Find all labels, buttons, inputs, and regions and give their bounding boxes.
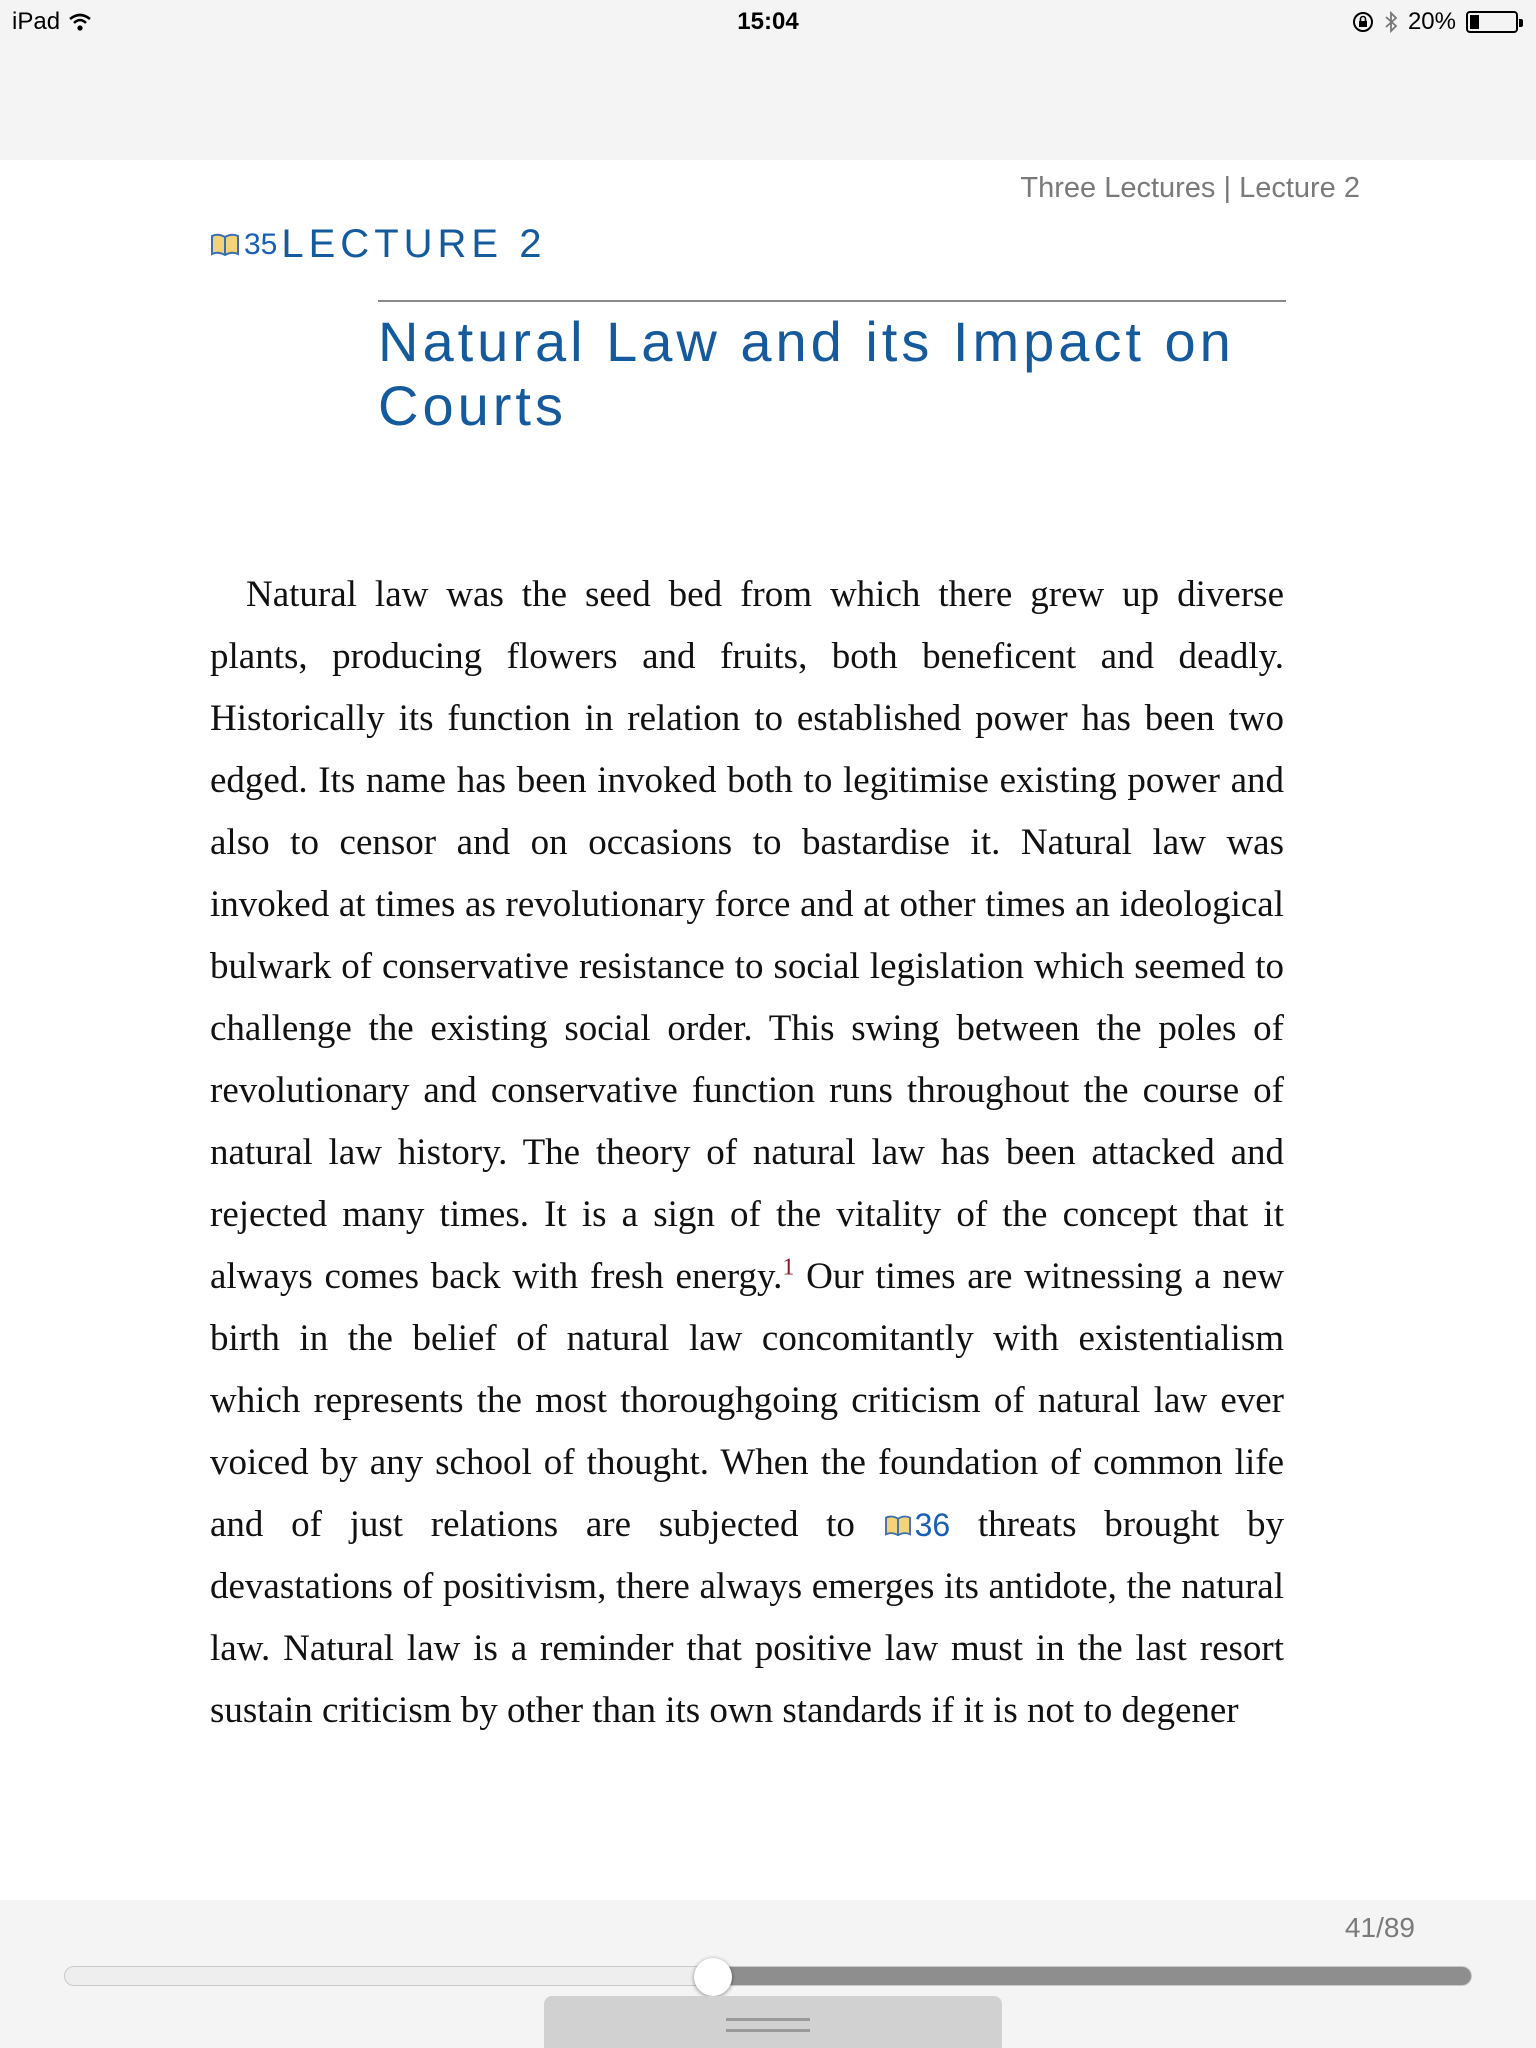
battery-percent: 20% [1407, 8, 1456, 35]
chapter-title: Natural Law and its Impact on Courts [378, 310, 1235, 437]
lecture-page-ref-link[interactable]: 35 [244, 227, 278, 261]
status-time: 15:04 [737, 8, 799, 35]
battery-icon [1466, 11, 1518, 33]
footnote-ref-link[interactable]: 1 [782, 1254, 795, 1281]
status-right [1352, 8, 1518, 36]
device-name: iPad [12, 8, 61, 35]
grabber-icon [726, 2018, 810, 2032]
book-icon [210, 232, 240, 258]
page-progress-slider[interactable] [64, 1966, 1472, 1986]
rotation-lock-icon [1352, 11, 1374, 33]
book-icon [883, 1514, 913, 1538]
battery-fill [1470, 15, 1479, 29]
progress-remaining [713, 1967, 1471, 1985]
lecture-heading [210, 222, 546, 267]
body-text-part3: threats brought by devastations of positivism, there always emerges its antidote, the natural law. Natural law is a reminder that positive law must in the last resort sustain criticism by other than its own standards if it is not to degener [210, 1504, 1284, 1731]
inline-page-ref-link[interactable] [883, 1507, 951, 1543]
body-text-part2: Our times are witnessing a new birth in the belief of natural law concomitantly with existentialism which represents the most thoroughgoing criticism of natural law ever voiced by any school of thought. When the foundation of common life and of just relations are subjected to [210, 1256, 1284, 1545]
body-paragraph [210, 564, 1284, 1742]
status-bar [0, 0, 1536, 42]
running-head: Three Lectures | Lecture 2 [1020, 172, 1360, 204]
inline-page-ref-number: 36 [914, 1507, 951, 1543]
lecture-label: LECTURE 2 [281, 222, 547, 266]
body-text-part1: Natural law was the seed bed from which there grew up diverse plants, producing flowers and fruits, both beneficent and deadly. Historically its function in relation to established power has been two edged. Its name has been invoked both to legitimise existing power and also to censor and on occasions to bastardise it. Natural law was invoked at times as revolutionary force and at other times an ideological bulwark of conservative resistance to social legislation which seemed to challenge the existing social order. This swing between the poles of revolutionary and conservative function runs throughout the course of natural law history. The theory of natural law has been attacked and rejected many times. It is a sign of the vitality of the concept that it always comes back with fresh energy. [210, 574, 1284, 1297]
title-divider [378, 300, 1286, 302]
bluetooth-icon [1384, 11, 1398, 33]
page-count: 41/89 [1344, 1912, 1415, 1943]
progress-slider-thumb[interactable] [694, 1958, 732, 1996]
